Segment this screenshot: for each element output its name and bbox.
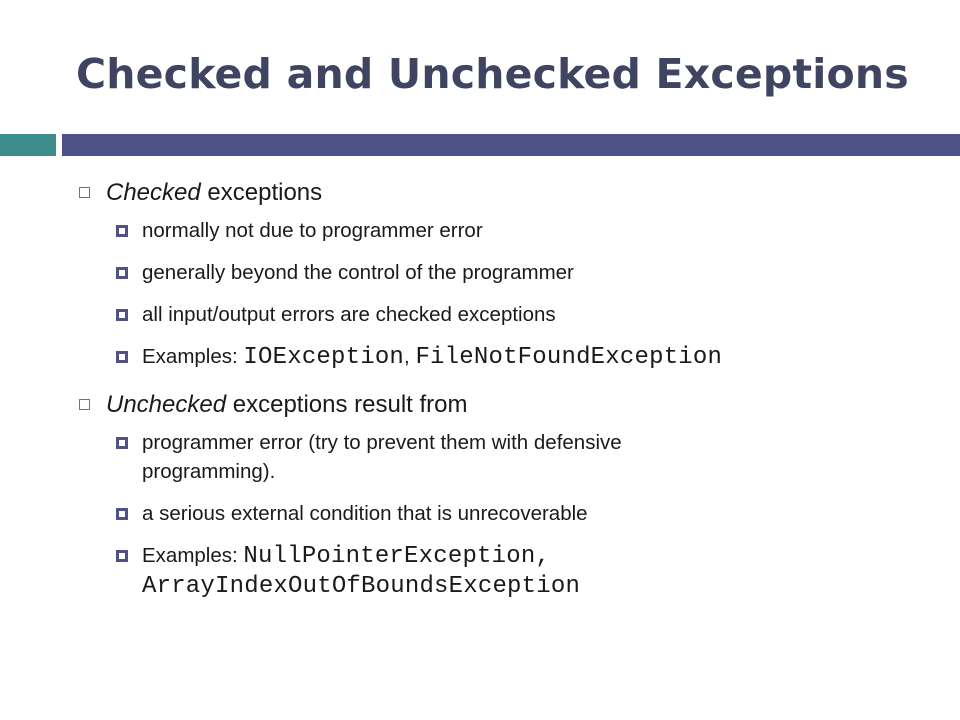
bullet-text: exceptions (200, 179, 323, 206)
accent-bar-main (62, 134, 960, 156)
examples-separator: , (535, 543, 551, 570)
checked-subitems (76, 216, 936, 372)
hollow-square-bullet-icon (79, 187, 90, 198)
list-item-text: all input/output errors are checked exceptions (142, 303, 556, 326)
list-item-text-line2: programming). (142, 460, 276, 483)
bullet-emphasis: Checked (106, 179, 201, 206)
list-item (76, 499, 936, 528)
slide-content (76, 174, 936, 601)
list-item (76, 216, 936, 245)
code-filenotfoundexception: FileNotFoundException (415, 344, 723, 371)
code-nullpointerexception: NullPointerException (243, 543, 536, 570)
list-item-text: generally beyond the control of the programmer (142, 261, 574, 284)
square-bullet-icon (116, 508, 128, 520)
square-bullet-icon (116, 309, 128, 321)
bullet-unchecked-exceptions (76, 386, 936, 424)
examples-prefix: Examples: (142, 544, 244, 567)
accent-bar-left (0, 134, 56, 156)
list-item (76, 300, 936, 329)
square-bullet-icon (116, 351, 128, 363)
list-item-examples (76, 342, 936, 372)
unchecked-subitems (76, 428, 936, 601)
square-bullet-icon (116, 225, 128, 237)
bullet-emphasis: Unchecked (106, 391, 227, 418)
list-item-text: a serious external condition that is unrecoverable (142, 502, 588, 525)
slide-title: Checked and Unchecked Exceptions (76, 50, 909, 98)
bullet-text: exceptions result from (226, 391, 468, 418)
examples-prefix: Examples: (142, 345, 244, 368)
square-bullet-icon (116, 550, 128, 562)
hollow-square-bullet-icon (79, 399, 90, 410)
square-bullet-icon (116, 437, 128, 449)
code-ioexception: IOException (243, 344, 405, 371)
list-item (76, 428, 936, 486)
list-item (76, 258, 936, 287)
list-item-examples (76, 541, 936, 601)
square-bullet-icon (116, 267, 128, 279)
list-item-text-line1: programmer error (try to prevent them with defensive (142, 431, 622, 454)
code-arrayindexoutofboundsexception: ArrayIndexOutOfBoundsException (142, 573, 581, 600)
examples-separator: , (404, 345, 416, 368)
list-item-text: normally not due to programmer error (142, 219, 483, 242)
bullet-checked-exceptions (76, 174, 936, 212)
